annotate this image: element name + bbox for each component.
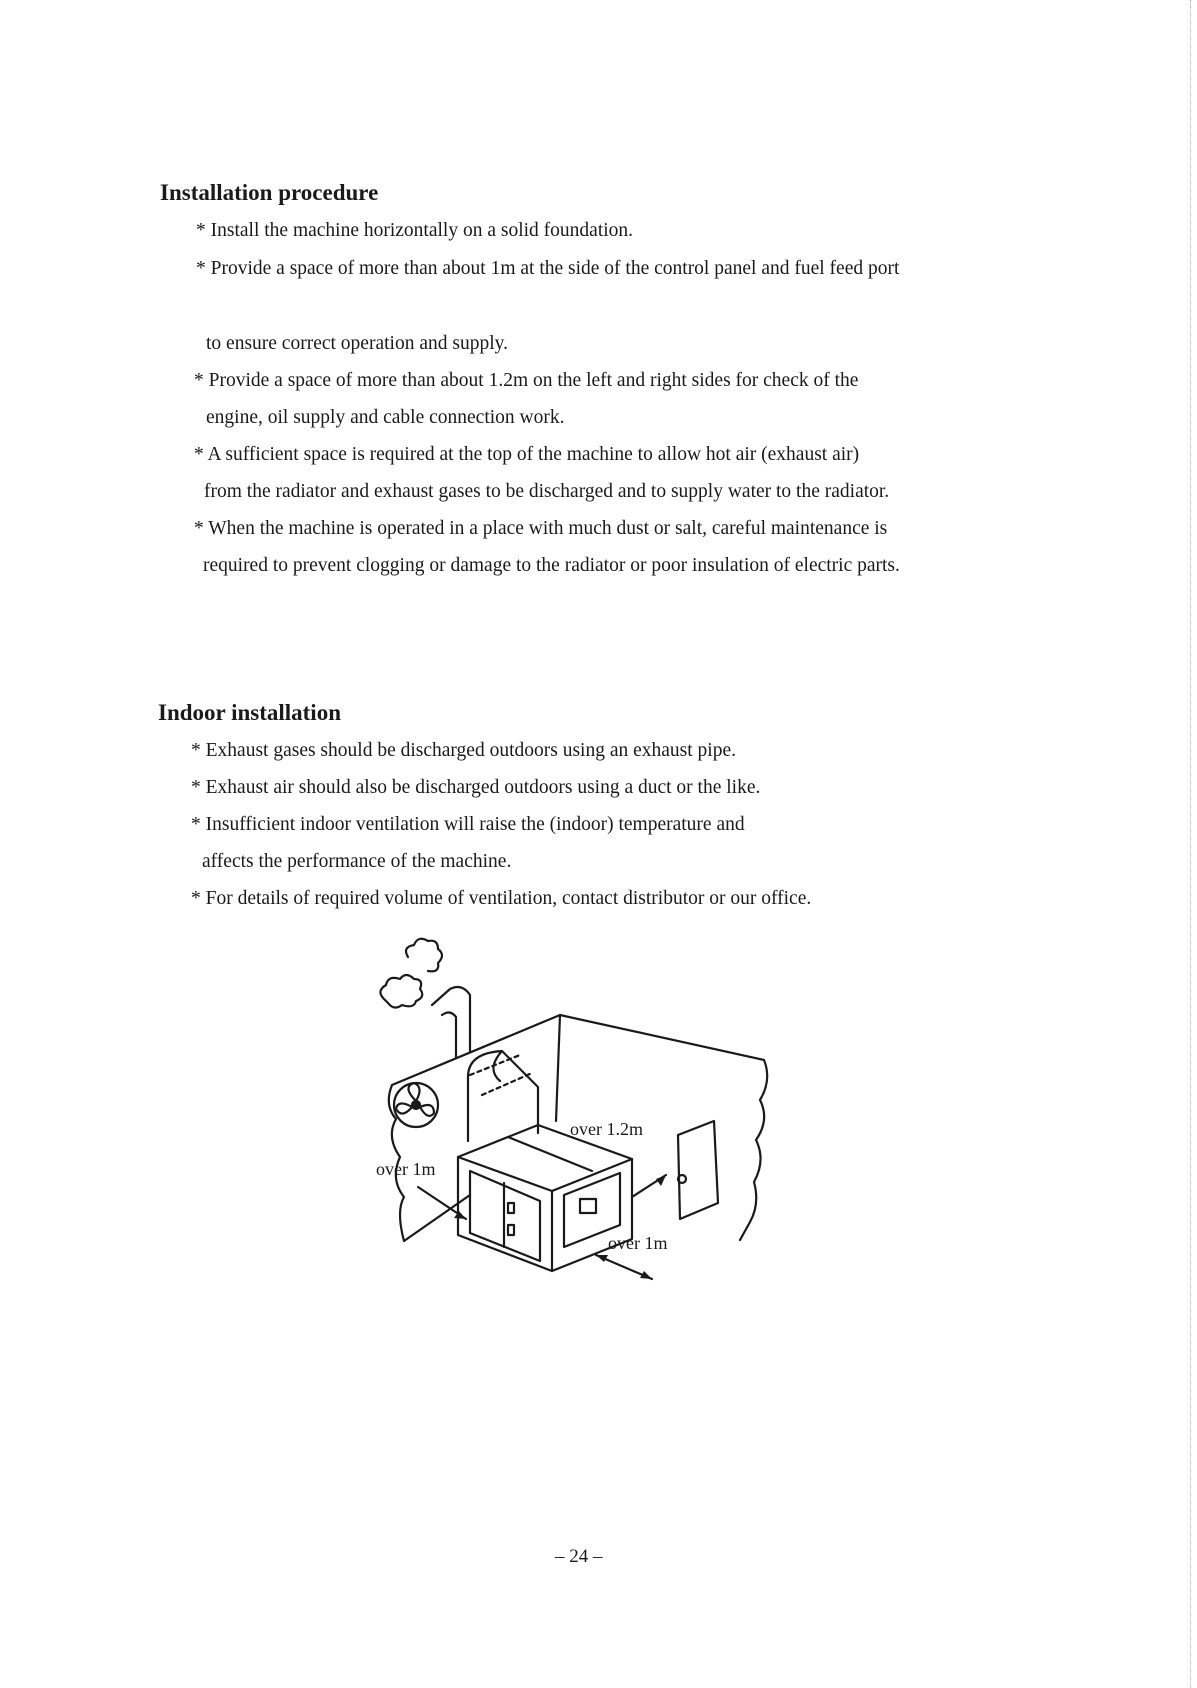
heading-installation-procedure: Installation procedure [160,180,379,205]
text-line: * When the machine is operated in a place with much dust or salt, careful maintenance is [194,518,888,539]
text-line: affects the performance of the machine. [202,851,512,872]
page-number: – 24 – [555,1546,603,1567]
ventilation-fan-icon [394,1083,438,1127]
radiator-duct [470,1055,532,1095]
text-line: * For details of required volume of ventilation, contact distributor or our office. [191,888,812,909]
text-line: * Provide a space of more than about 1m at the side of the control panel and fuel feed port [196,258,900,279]
exhaust-pipe [432,987,470,1057]
text-line: * Exhaust gases should be discharged outdoors using an exhaust pipe. [191,740,737,761]
label-left-clearance: over 1m [376,1159,436,1179]
generator-enclosure [458,1125,632,1271]
text-line: to ensure correct operation and supply. [206,333,508,354]
page-edge-scan-marks [1190,0,1197,1688]
text-line: from the radiator and exhaust gases to be discharged and to supply water to the radiator. [204,481,890,502]
text-line: required to prevent clogging or damage to the radiator or poor insulation of electric parts. [203,555,900,576]
exhaust-smoke-icon [380,939,442,1008]
text-line: engine, oil supply and cable connection work. [206,407,565,428]
text-line: * Exhaust air should also be discharged outdoors using a duct or the like. [191,777,761,798]
label-front-clearance: over 1m [608,1233,668,1253]
indoor-installation-diagram [370,935,770,1285]
text-line: * Install the machine horizontally on a solid foundation. [196,220,634,241]
radiator-duct-body [468,1051,538,1141]
label-right-clearance: over 1.2m [570,1119,643,1139]
heading-indoor-installation: Indoor installation [158,700,341,725]
text-line: * Provide a space of more than about 1.2m on the left and right sides for check of the [194,370,859,391]
text-line: * Insufficient indoor ventilation will raise the (indoor) temperature and [191,814,745,835]
text-line: * A sufficient space is required at the top of the machine to allow hot air (exhaust air) [194,444,860,465]
room-door [678,1121,718,1219]
